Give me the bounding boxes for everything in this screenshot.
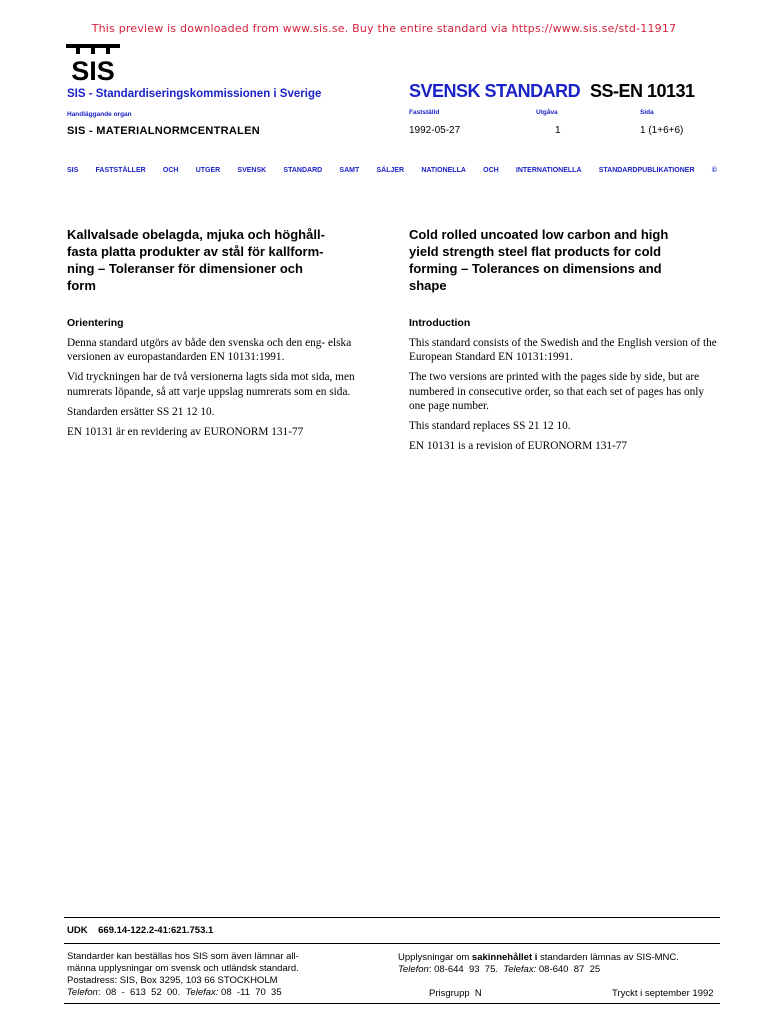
title-line: yield strength steel flat products for cold [409, 244, 662, 259]
order-info-line: Standarder kan beställas hos SIS som även lämnar all- [67, 951, 299, 962]
handling-label: Handläggande organ [67, 111, 132, 118]
footer-left [67, 951, 387, 999]
logo-text: SIS [71, 56, 115, 84]
banner-word: UTGER [195, 167, 221, 174]
english-title [409, 226, 719, 294]
paragraph: Denna standard utgörs av både den svenska och den eng- elska versionen av europastandarden EN 10131:1991. [67, 337, 352, 364]
page-label: Sida [640, 109, 654, 116]
swedish-title [67, 226, 377, 294]
paragraph: Vid tryckningen har de två versionerna lagts sida mot sida, men numrerats löpande, så att varje uppslag numrerats som en sida. [67, 371, 355, 398]
content-info [398, 952, 728, 964]
phone-label: Telefon [67, 987, 98, 998]
footer-rule-bottom [64, 943, 720, 944]
standard-number: SS-EN 10131 [590, 81, 695, 101]
banner-word: SÄLJER [376, 167, 405, 174]
mnc-contact [398, 964, 728, 976]
banner [67, 167, 717, 174]
banner-word: STANDARD [283, 167, 323, 174]
content-info-pre: Upplysningar om [398, 952, 472, 963]
edition-label: Utgåva [536, 109, 558, 116]
edition-value: 1 [555, 125, 561, 136]
fax-label: Telefax: [185, 987, 219, 998]
title-line: Kallvalsade obelagda, mjuka och höghåll- [67, 227, 325, 242]
banner-word: STANDARDPUBLIKATIONER [598, 167, 695, 174]
banner-word: FASTSTÄLLER [95, 167, 146, 174]
established-label: Fastställd [409, 109, 440, 116]
banner-word: OCH [162, 167, 179, 174]
content-info-post: standarden lämnas av SIS-MNC. [537, 952, 679, 963]
banner-word: SIS [67, 167, 79, 174]
udk-code: UDK 669.14-122.2-41:621.753.1 [67, 925, 214, 936]
footer-right [398, 952, 728, 976]
title-line: forming – Tolerances on dimensions and [409, 261, 662, 276]
standard-label: SVENSK STANDARD [409, 81, 581, 101]
banner-word: SVENSK [237, 167, 267, 174]
phone-label: Telefon [398, 964, 429, 975]
fax-number: 08 -11 70 35 [218, 987, 282, 998]
footer-rule-end [64, 1003, 720, 1004]
title-line: fasta platta produkter av stål för kallform- [67, 244, 324, 259]
banner-word: OCH [483, 167, 499, 174]
sis-contact [67, 987, 387, 999]
banner-word: INTERNATIONELLA [515, 167, 582, 174]
paragraph: EN 10131 is a revision of EURONORM 131-77 [409, 440, 628, 453]
paragraph: Standarden ersätter SS 21 12 10. [67, 405, 215, 418]
phone-number: : 08 - 613 52 00. [97, 987, 181, 998]
swedish-body [67, 336, 379, 445]
org-name: SIS - Standardiseringskommissionen i Sverige [67, 88, 322, 100]
banner-word: SAMT [339, 167, 360, 174]
price-group: Prisgrupp N [429, 988, 482, 999]
swedish-heading: Orientering [67, 317, 124, 329]
title-line: ning – Toleranser för dimensioner och [67, 261, 303, 276]
title-line: shape [409, 278, 447, 293]
title-line: Cold rolled uncoated low carbon and high [409, 227, 669, 242]
banner-word: NATIONELLA [421, 167, 466, 174]
paragraph: The two versions are printed with the pages side by side, but are numbered in consecutive order, so that each set of pages has only one page number. [409, 371, 705, 412]
english-body [409, 336, 721, 459]
phone-number: : 08-644 93 75. [428, 964, 499, 975]
fax-label: Telefax: [503, 964, 537, 975]
order-info-line: männa upplysningar om svensk och utländsk standard. [67, 963, 299, 974]
preview-notice: This preview is downloaded from www.sis.se. Buy the entire standard via https://www.sis.se/std-11917 [91, 22, 677, 35]
content-info-bold: sakinnehållet i [471, 952, 538, 963]
english-heading: Introduction [409, 317, 471, 329]
postal-address: Postadress: SIS, Box 3295, 103 66 STOCKHOLM [67, 975, 278, 986]
banner-word: © [711, 167, 717, 174]
footer-rule-top [64, 917, 720, 918]
paragraph: This standard consists of the Swedish and the English version of the European Standard EN 10131:1991. [409, 337, 717, 364]
title-line: form [67, 278, 96, 293]
handling-org: SIS - MATERIALNORMCENTRALEN [67, 125, 261, 137]
paragraph: EN 10131 är en revidering av EURONORM 131-77 [67, 426, 304, 439]
sis-logo [64, 42, 122, 84]
fax-number: 08-640 87 25 [536, 964, 601, 975]
page-value: 1 (1+6+6) [640, 125, 684, 136]
paragraph: This standard replaces SS 21 12 10. [409, 420, 571, 433]
established-value: 1992-05-27 [409, 125, 461, 136]
printed-date: Tryckt i september 1992 [612, 988, 714, 999]
